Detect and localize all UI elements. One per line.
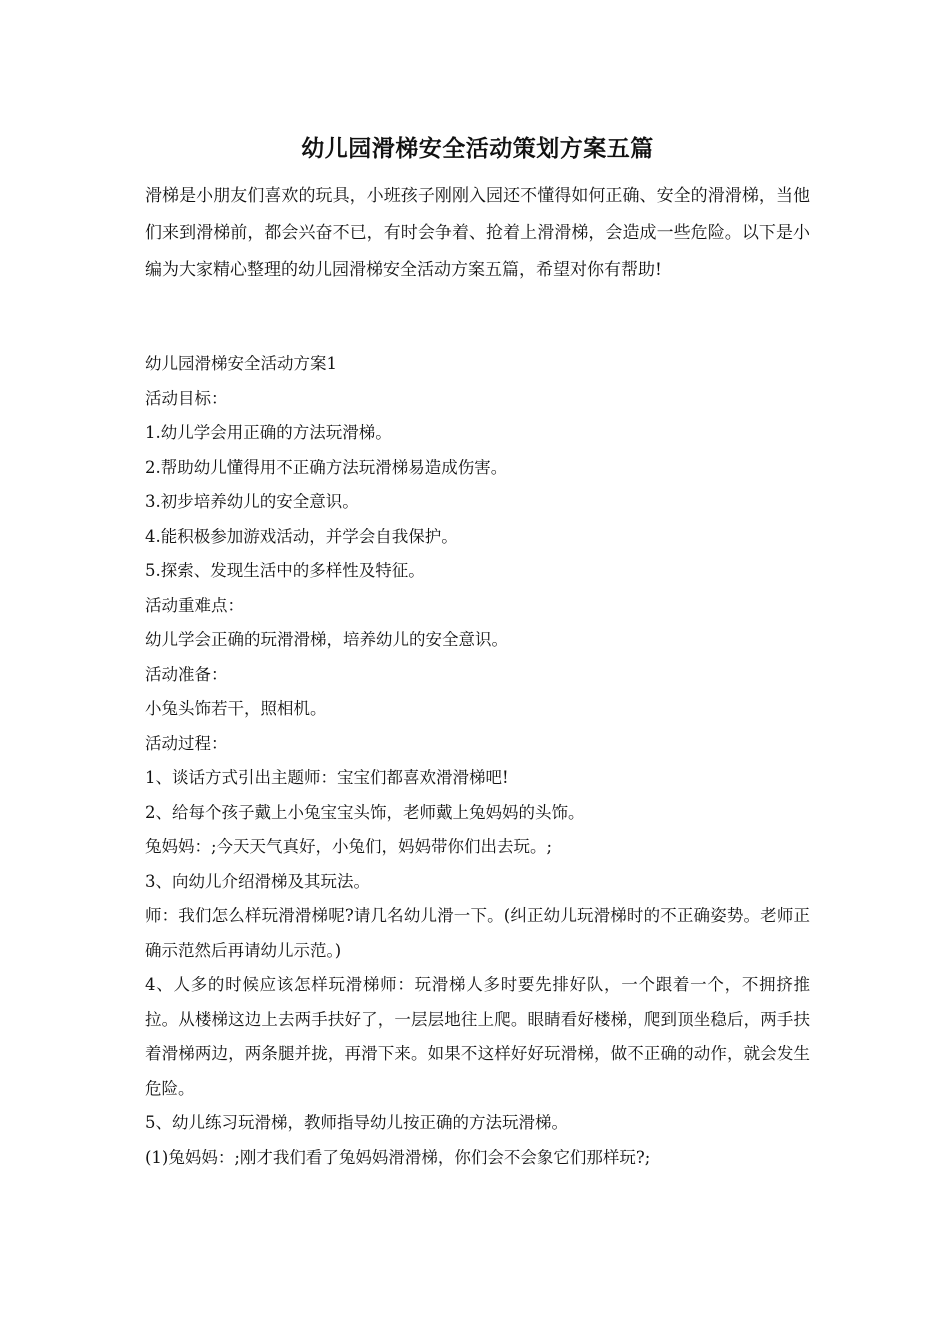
intro-paragraph: 滑梯是小朋友们喜欢的玩具，小班孩子刚刚入园还不懂得如何正确、安全的滑滑梯，当他们来到滑梯前，都会兴奋不已，有时会争着、抢着上滑滑梯，会造成一些危险。以下是小编为大家精心整理的幼儿园滑梯安全活动方案五篇，希望对你有帮助! <box>145 186 810 280</box>
preparation-label: 活动准备： <box>145 664 228 684</box>
goals-label: 活动目标： <box>145 388 228 408</box>
goal-item: 5.探索、发现生活中的多样性及特征。 <box>145 561 425 580</box>
process-label: 活动过程： <box>145 733 228 753</box>
goal-item: 2.帮助幼儿懂得用不正确方法玩滑梯易造成伤害。 <box>145 457 508 477</box>
process-step: 5、幼儿练习玩滑梯，教师指导幼儿按正确的方法玩滑梯。 <box>145 1113 568 1132</box>
document-page <box>145 130 810 1175</box>
process-step: 2、给每个孩子戴上小兔宝宝头饰，老师戴上兔妈妈的头饰。 <box>145 802 585 822</box>
goal-item: 3.初步培养幼儿的安全意识。 <box>145 492 359 511</box>
key-points-text: 幼儿学会正确的玩滑滑梯，培养幼儿的安全意识。 <box>145 630 508 649</box>
process-step: 1、谈话方式引出主题师：宝宝们都喜欢滑滑梯吧! <box>145 768 509 787</box>
document-title: 幼儿园滑梯安全活动策划方案五篇 <box>301 135 654 162</box>
process-step: 师：我们怎么样玩滑滑梯呢?请几名幼儿滑一下。(纠正幼儿玩滑梯时的不正确姿势。老师正确示范然后再请幼儿示范。) <box>145 906 810 960</box>
preparation-text: 小兔头饰若干，照相机。 <box>145 699 327 718</box>
document-body <box>145 347 810 1175</box>
process-step: 4、人多的时候应该怎样玩滑梯师：玩滑梯人多时要先排好队，一个跟着一个，不拥挤推拉。从楼梯这边上去两手扶好了，一层层地往上爬。眼睛看好楼梯，爬到顶坐稳后，两手扶着滑梯两边，两条腿并拢，再滑下来。如果不这样好好玩滑梯，做不正确的动作，就会发生危险。 <box>145 975 810 1098</box>
section-heading: 幼儿园滑梯安全活动方案1 <box>145 354 337 373</box>
process-step: 3、向幼儿介绍滑梯及其玩法。 <box>145 871 370 891</box>
process-step: (1)兔妈妈：;刚才我们看了兔妈妈滑滑梯，你们会不会象它们那样玩?; <box>145 1147 651 1167</box>
goal-item: 1.幼儿学会用正确的方法玩滑梯。 <box>145 423 392 442</box>
goal-item: 4.能积极参加游戏活动，并学会自我保护。 <box>145 526 458 546</box>
key-points-label: 活动重难点： <box>145 595 244 615</box>
process-step: 兔妈妈：;今天天气真好，小兔们，妈妈带你们出去玩。; <box>145 837 553 856</box>
